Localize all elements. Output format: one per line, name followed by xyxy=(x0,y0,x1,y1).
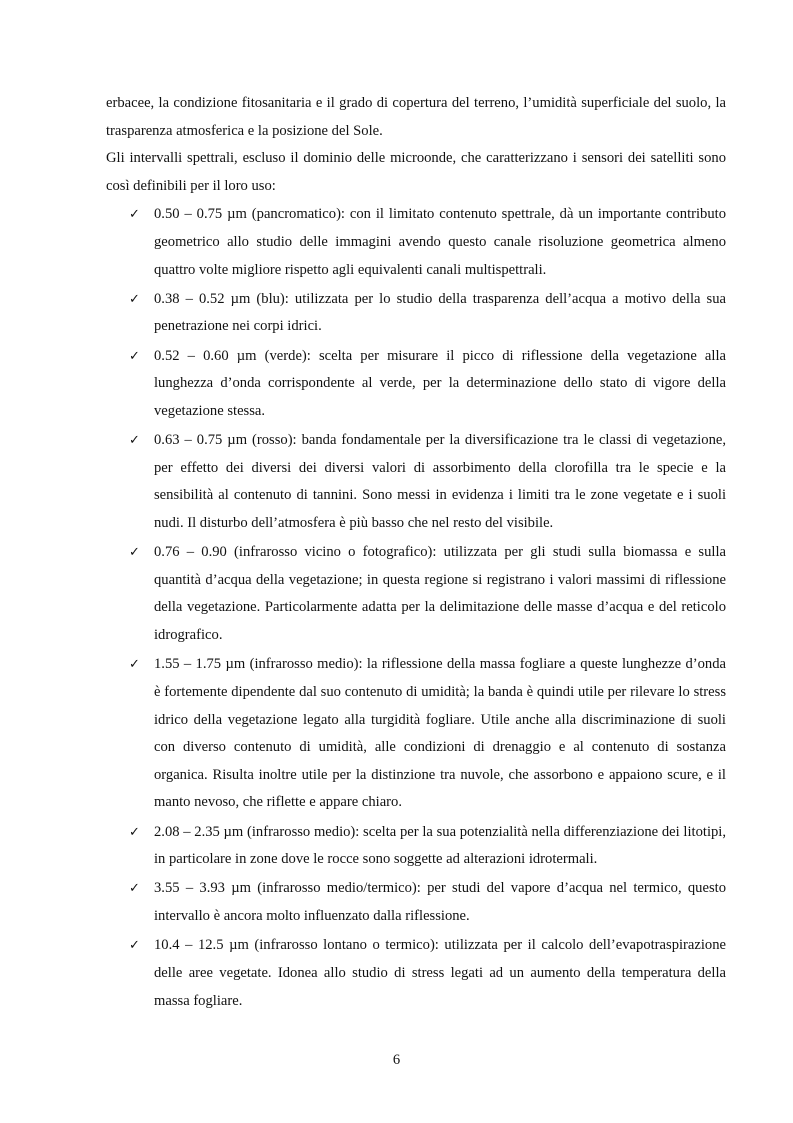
list-item xyxy=(106,651,726,817)
check-mark-icon: ✓ xyxy=(129,207,140,223)
list-item-text: 0.63 – 0.75 µm (rosso): banda fondamentale per la diversificazione tra le classi di vegetazione, per effetto dei diversi dei diversi valori di assorbimento della clorofilla tra le specie e la sensibilità al contenuto di tannini. Sono messi in evidenza i limiti tra le zone vegetate e i suoli nudi. Il disturbo dell’atmosfera è più basso che nel resto del visibile. xyxy=(154,432,726,531)
list-item-text: 0.38 – 0.52 µm (blu): utilizzata per lo studio della trasparenza dell’acqua a motivo della sua penetrazione nei corpi idrici. xyxy=(154,290,726,335)
list-item-text: 0.76 – 0.90 (infrarosso vicino o fotografico): utilizzata per gli studi sulla biomassa e sulla quantità d’acqua della vegetazione; in questa regione si registrano i valori massimi di riflessione della vegetazione. Particolarmente adatta per la delimitazione delle masse d’acqua e del reticolo idrografico. xyxy=(154,544,726,644)
list-item-text: 0.50 – 0.75 µm (pancromatico): con il limitato contenuto spettrale, dà un importante contributo geometrico allo studio delle immagini avendo questo canale risoluzione geometrica almeno quattro volte migliore rispetto agli equivalenti canali multispettrali. xyxy=(154,206,726,278)
list-item xyxy=(106,343,726,426)
check-mark-icon: ✓ xyxy=(129,348,140,364)
list-item xyxy=(106,932,726,1015)
check-mark-icon: ✓ xyxy=(129,545,140,561)
page-number: 6 xyxy=(392,1052,401,1068)
list-item-text: 3.55 – 3.93 µm (infrarosso medio/termico): per studi del vapore d’acqua nel termico, questo intervallo è ancora molto influenzato dalla riflessione. xyxy=(154,880,726,925)
check-mark-icon: ✓ xyxy=(129,938,140,954)
check-mark-icon: ✓ xyxy=(129,881,140,897)
list-item xyxy=(106,875,726,930)
paragraph-spectral-intervals: Gli intervalli spettrali, escluso il dominio delle microonde, che caratterizzano i sensori dei satelliti sono così definibili per il loro uso: xyxy=(106,150,726,194)
list-item xyxy=(106,819,726,874)
list-item-text: 10.4 – 12.5 µm (infrarosso lontano o termico): utilizzata per il calcolo dell’evapotraspirazione delle aree vegetate. Idonea allo studio di stress legati ad un aumento della temperatura della massa fogliare. xyxy=(154,937,726,1009)
list-item-text: 0.52 – 0.60 µm (verde): scelta per misurare il picco di riflessione della vegetazione alla lunghezza d’onda corrispondente al verde, per la determinazione dello stato di vigore della vegetazione stessa. xyxy=(154,347,726,419)
list-item xyxy=(106,427,726,537)
check-mark-icon: ✓ xyxy=(129,657,140,673)
check-mark-icon: ✓ xyxy=(129,433,140,449)
document-page xyxy=(106,90,726,1017)
check-mark-icon: ✓ xyxy=(129,824,140,840)
list-item-text: 2.08 – 2.35 µm (infrarosso medio): scelta per la sua potenzialità nella differenziazione dei litotipi, in particolare in zone dove le rocce sono soggette ad alterazioni idrotermali. xyxy=(154,823,726,868)
spectral-bands-list xyxy=(106,201,726,1015)
list-item xyxy=(106,201,726,284)
paragraph-intro-continuation: erbacee, la condizione fitosanitaria e il grado di copertura del terreno, l’umidità superficiale del suolo, la trasparenza atmosferica e la posizione del Sole. xyxy=(106,95,726,139)
check-mark-icon: ✓ xyxy=(129,291,140,307)
list-item xyxy=(106,539,726,649)
list-item-text: 1.55 – 1.75 µm (infrarosso medio): la riflessione della massa fogliare a queste lunghezze d’onda è fortemente dipendente dal suo contenuto di umidità; la banda è quindi utile per rilevare lo stress idrico della vegetazione legato alla turgidità fogliare. Utile anche alla discriminazione di suoli con diverso contenuto di umidità, alle condizioni di drenaggio e al contenuto di sostanza organica. Risulta inoltre utile per la distinzione tra nuvole, che assorbono e appaiono scure, e il manto nevoso, che riflette e appare chiaro. xyxy=(154,656,726,811)
list-item xyxy=(106,286,726,341)
